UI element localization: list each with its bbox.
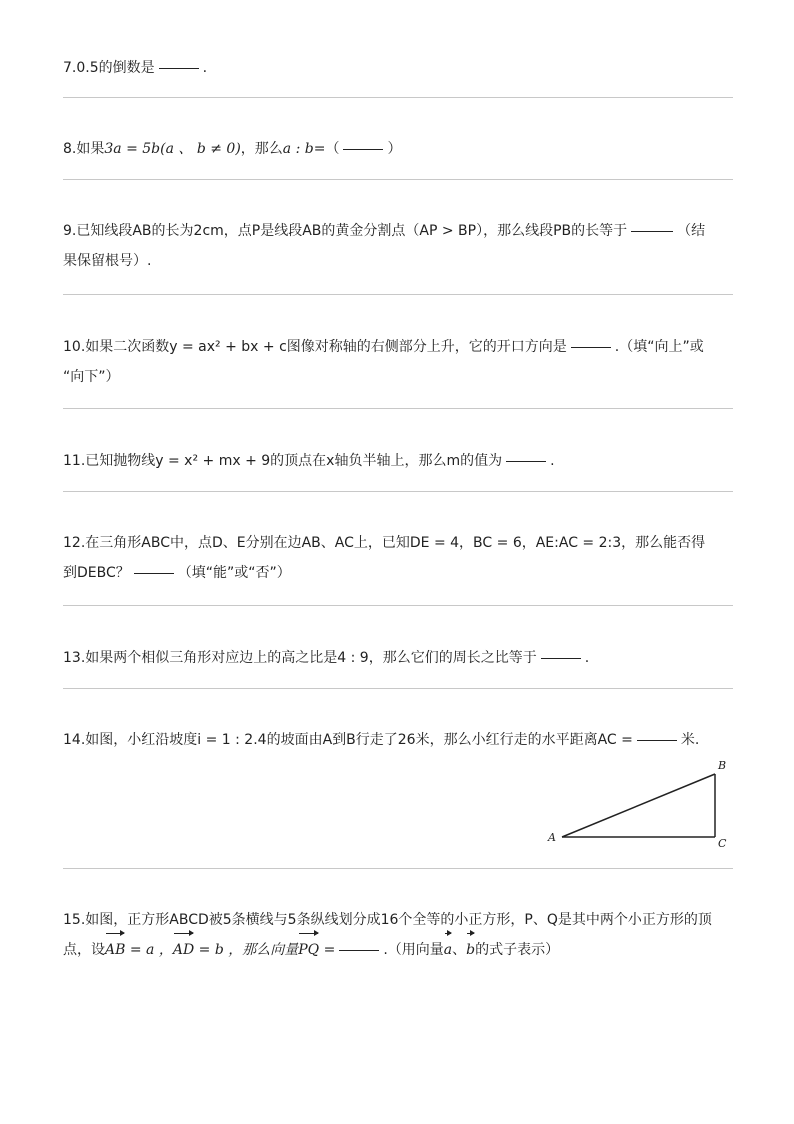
answer-blank	[339, 949, 379, 951]
q15-line2-end: .（用向量	[383, 942, 444, 958]
answer-blank	[631, 230, 673, 232]
answer-blank	[134, 572, 174, 574]
answer-blank	[637, 739, 677, 741]
q11-line1: 已知抛物线y = x² + mx + 9的顶点在x轴负半轴上，那么m的值为	[85, 453, 503, 469]
q14-number: 14.	[63, 732, 86, 748]
q15-eq-end: =	[323, 942, 336, 958]
vector-ab: AB	[105, 935, 125, 965]
q15-number: 15.	[63, 912, 86, 928]
answer-blank	[506, 460, 546, 462]
q8-open: =（	[313, 141, 340, 157]
label-a: A	[548, 831, 556, 844]
vector-pq: PQ	[298, 935, 319, 965]
question-12	[63, 528, 731, 588]
vector-b: b	[466, 935, 475, 965]
q8-close: ）	[387, 141, 402, 157]
question-14	[63, 725, 731, 755]
q15-sep: 、	[452, 942, 467, 958]
q9-line2: 果保留根号）.	[63, 253, 152, 269]
question-11	[63, 446, 731, 476]
q13-line1: 如果两个相似三角形对应边上的高之比是4 : 9，那么它们的周长之比等于	[85, 650, 537, 666]
divider	[63, 491, 733, 492]
q12-line1: 在三角形ABC中，点D、E分别在边AB、AC上，已知DE = 4，BC = 6，AE:AC = 2:3，那么能否得	[85, 535, 706, 551]
divider	[63, 868, 733, 869]
question-15	[63, 905, 731, 965]
q7-text: 0.5的倒数是	[76, 60, 155, 76]
q12-line2-end: （填“能”或“否”）	[177, 565, 291, 581]
q13-end: .	[584, 650, 590, 666]
q9-line1: 已知线段AB的长为2cm，点P是线段AB的黄金分割点（AP > BP），那么线段PB的长等于	[76, 223, 628, 239]
q14-line1: 如图，小红沿坡度i = 1 : 2.4的坡面由A到B行走了26米，那么小红行走的水平距离AC =	[85, 732, 633, 748]
question-9	[63, 216, 731, 276]
answer-blank	[343, 148, 383, 150]
q9-number: 9.	[63, 223, 77, 239]
answer-blank	[571, 346, 611, 348]
divider	[63, 97, 733, 98]
q8-math2: a : b	[282, 141, 314, 157]
q7-end: .	[202, 60, 208, 76]
q9-line1-end: （结	[677, 223, 706, 239]
q7-number: 7.	[63, 60, 77, 76]
q10-line2: “向下”）	[63, 369, 120, 385]
q15-eq-b: = b ，那么向量	[198, 942, 299, 958]
divider	[63, 688, 733, 689]
q15-tail: 的式子表示）	[475, 942, 560, 958]
q10-number: 10.	[63, 339, 86, 355]
label-c: C	[718, 837, 727, 850]
q10-line1: 如果二次函数y = ax² + bx + c图像对称轴的右侧部分上升，它的开口方向是	[85, 339, 567, 355]
q8-number: 8.	[63, 141, 77, 157]
q11-end: .	[550, 453, 555, 469]
answer-blank	[159, 67, 199, 69]
q14-end: 米.	[680, 732, 700, 748]
label-b: B	[718, 759, 727, 772]
q8-mid: ，那么	[240, 141, 283, 157]
question-7	[63, 53, 731, 83]
q8-math: 3a = 5b(a 、 b ≠ 0)	[104, 141, 241, 157]
q15-eq-a: = a ，	[129, 942, 173, 958]
divider	[63, 605, 733, 606]
question-13	[63, 643, 731, 673]
q10-line1-end: .（填“向上”或	[614, 339, 704, 355]
question-10	[63, 332, 731, 392]
slope-line-ab	[562, 774, 715, 837]
q11-number: 11.	[63, 453, 86, 469]
slope-triangle-figure	[540, 755, 740, 855]
q13-number: 13.	[63, 650, 86, 666]
vector-a: a	[444, 935, 452, 965]
question-8	[63, 134, 731, 164]
q15-line2-start: 点，设	[63, 942, 105, 958]
divider	[63, 408, 733, 409]
q12-line2: 到DEBC？	[63, 565, 130, 581]
divider	[63, 294, 733, 295]
divider	[63, 179, 733, 180]
q15-line1: 如图，正方形ABCD被5条横线与5条纵线划分成16个全等的小正方形，P、Q是其中两个小正方形的顶	[85, 912, 712, 928]
answer-blank	[541, 657, 581, 659]
q12-number: 12.	[63, 535, 86, 551]
q8-prefix: 如果	[76, 141, 105, 157]
vector-ad: AD	[173, 935, 194, 965]
